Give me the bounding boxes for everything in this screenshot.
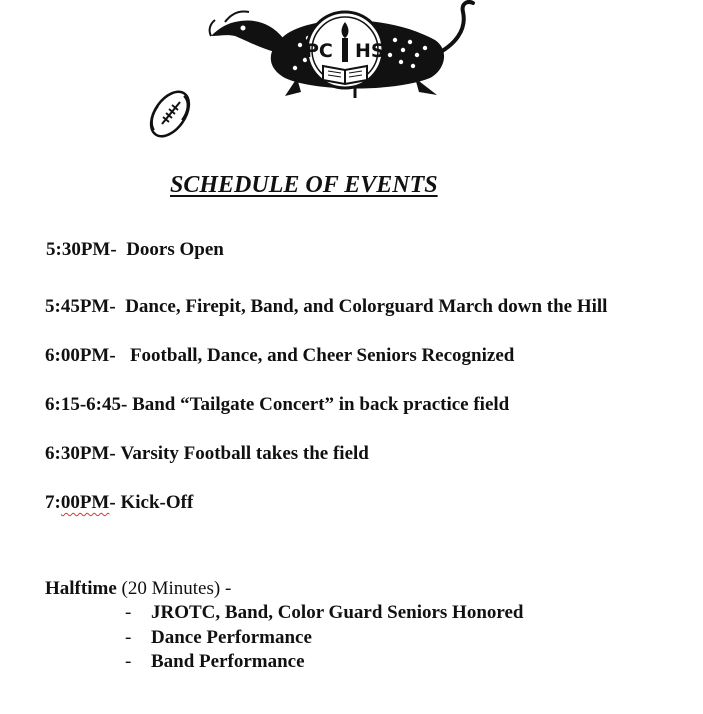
event-time-suffix: - — [109, 492, 116, 513]
halftime-duration: (20 Minutes) - — [121, 578, 232, 599]
event-time: 6:15-6:45- — [45, 394, 128, 415]
event-doors-open — [46, 239, 224, 261]
logo-initials-right: HS — [355, 40, 385, 62]
event-time: 6:30PM- — [45, 443, 116, 464]
event-kick-off — [45, 492, 193, 514]
football-icon — [140, 84, 200, 144]
event-text: Doors Open — [126, 239, 224, 260]
event-time: 6:00PM- — [45, 345, 116, 366]
halftime-item-text: Band Performance — [151, 651, 305, 672]
halftime-item — [125, 651, 305, 673]
list-dash: - — [125, 627, 132, 648]
event-time: 5:30PM- — [46, 239, 117, 260]
halftime-heading — [45, 578, 231, 600]
event-text: Dance, Firepit, Band, and Colorguard March down the Hill — [125, 296, 608, 317]
event-tailgate-concert — [45, 394, 509, 416]
event-text: Kick-Off — [120, 492, 194, 513]
halftime-item-text: Dance Performance — [151, 627, 312, 648]
event-text: Band “Tailgate Concert” in back practice field — [132, 394, 510, 415]
halftime-label: Halftime — [45, 578, 117, 599]
logo-initials-left: PC — [305, 40, 333, 62]
event-march — [45, 296, 607, 318]
schedule-title: SCHEDULE OF EVENTS — [170, 172, 438, 198]
halftime-item — [125, 627, 312, 649]
spellcheck-marked-time: 00PM — [60, 492, 110, 513]
event-varsity-takes-field — [45, 443, 369, 465]
event-time: 5:45PM- — [45, 296, 116, 317]
halftime-item-text: JROTC, Band, Color Guard Seniors Honored — [151, 602, 524, 623]
school-dragon-logo — [205, 0, 480, 100]
list-dash: - — [125, 602, 132, 623]
list-dash: - — [125, 651, 132, 672]
event-time-prefix: 7: — [45, 492, 61, 513]
event-text: Football, Dance, and Cheer Seniors Recognized — [129, 345, 515, 366]
halftime-item — [125, 602, 524, 624]
event-seniors-recognized — [45, 345, 514, 367]
event-text: Varsity Football takes the field — [120, 443, 369, 464]
